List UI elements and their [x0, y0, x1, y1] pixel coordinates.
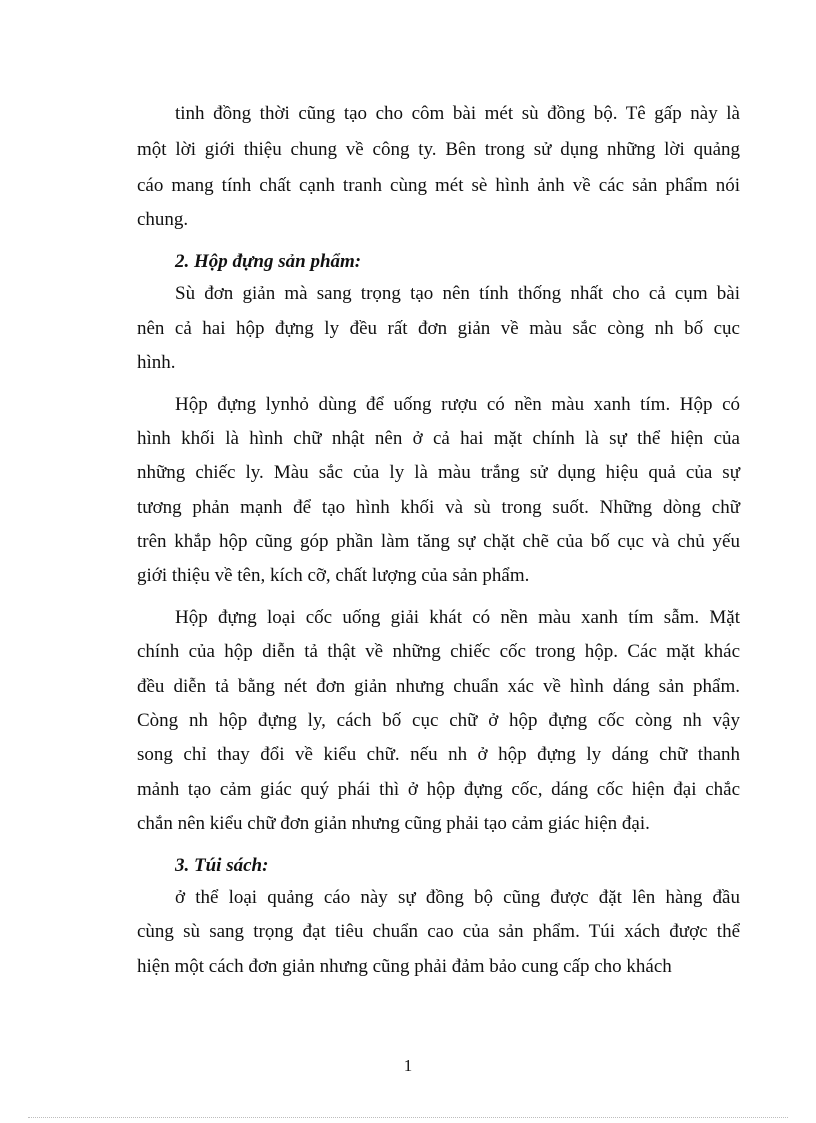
text-line: Hộp đựng loại cốc uống giải khát có nền màu xanh tím sẫm. Mặt	[175, 607, 740, 628]
text-line: chắn nên kiểu chữ đơn giản nhưng cũng phải tạo cảm giác hiện đại.	[137, 813, 650, 834]
text-line: những chiếc ly. Màu sắc của ly là màu trắng sử dụng hiệu quả của sự	[137, 462, 740, 483]
text-line: chính của hộp diễn tả thật về những chiếc cốc trong hộp. Các mặt khác	[137, 641, 740, 662]
text-line: tinh đồng thời cũng tạo cho côm bài mét sù đồng bộ. Tê gấp này là	[175, 103, 740, 124]
text-line: hình.	[137, 352, 176, 373]
text-line: Hộp đựng lynhỏ dùng để uống rượu có nền màu xanh tím. Hộp có	[175, 394, 740, 415]
section-heading: 3. Túi sách:	[175, 855, 269, 876]
text-line: ở thể loại quảng cáo này sự đồng bộ cũng được đặt lên hàng đầu	[175, 887, 740, 908]
text-line: Còng nh hộp đựng ly, cách bố cục chữ ở hộp đựng cốc còng nh vậy	[137, 710, 740, 731]
page-number: 1	[403, 1056, 413, 1075]
text-line: hình khối là hình chữ nhật nên ở cả hai mặt chính là sự thể hiện của	[137, 428, 740, 449]
text-line: đều diễn tả bằng nét đơn giản nhưng chuẩn xác về hình dáng sản phẩm.	[137, 676, 740, 697]
text-line: hiện một cách đơn giản nhưng cũng phải đảm bảo cung cấp cho khách	[137, 956, 672, 977]
text-line: cáo mang tính chất cạnh tranh cùng mét sè hình ảnh về các sản phẩm nói	[137, 175, 740, 196]
page-bottom-divider	[28, 1117, 788, 1118]
text-line: tương phản mạnh để tạo hình khối và sù trong suốt. Những dòng chữ	[137, 497, 740, 518]
text-line: chung.	[137, 209, 189, 230]
text-line: giới thiệu về tên, kích cỡ, chất lượng của sản phẩm.	[137, 565, 530, 586]
text-line: một lời giới thiệu chung về công ty. Bên trong sử dụng những lời quảng	[137, 139, 740, 160]
text-line: trên khắp hộp cũng góp phần làm tăng sự chặt chẽ của bố cục và chủ yếu	[137, 531, 740, 552]
section-heading: 2. Hộp đựng sản phẩm:	[175, 251, 362, 272]
text-line: mảnh tạo cảm giác quý phái thì ở hộp đựng cốc, dáng cốc hiện đại chắc	[137, 779, 740, 800]
text-line: Sù đơn giản mà sang trọng tạo nên tính thống nhất cho cả cụm bài	[175, 283, 740, 304]
text-line: song chỉ thay đổi về kiểu chữ. nếu nh ở hộp đựng ly dáng chữ thanh	[137, 744, 740, 765]
text-line: nên cả hai hộp đựng ly đều rất đơn giản về màu sắc còng nh bố cục	[137, 318, 740, 339]
text-line: cùng sù sang trọng đạt tiêu chuẩn cao của sản phẩm. Túi xách được thể	[137, 921, 740, 942]
